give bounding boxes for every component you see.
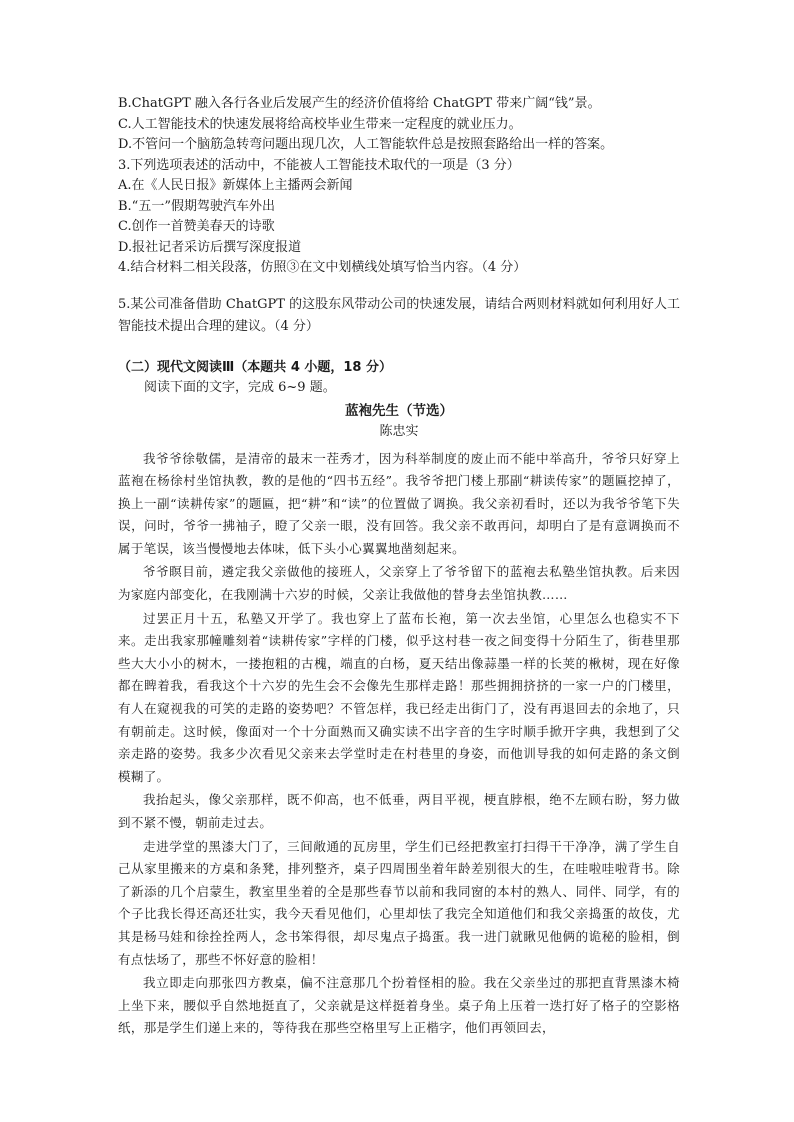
question-3-option-b: B.“五一”假期驾驶汽车外出 — [118, 198, 275, 214]
question-3-stem: 3.下列选项表述的活动中，不能被人工智能技术取代的一项是（3 分） — [118, 157, 520, 173]
article-paragraph-6: 我立即走向那张四方教桌，偏不注意那几个扮着怪相的脸。我在父亲坐过的那把直背黑漆木椅上坐下来，腰似乎自然地挺直了，父亲就是这样挺着身坐。桌子角上压着一迭打好了格子的空影格纸，那是学生们递上来的，等待我在那些空格里写上正楷字，他们再领回去， — [118, 975, 680, 1036]
article-paragraph-3: 过罢正月十五，私塾又开学了。我也穿上了蓝布长袍，第一次去坐馆，心里怎么也稳实不下来。走出我家那幢雕刻着“读耕传家”字样的门楼，似乎这村巷一夜之间变得十分陌生了，街巷里那些大大小小的树木，一搂抱粗的古槐，端直的白杨，夏天结出像蒜墨一样的长荚的楸树，现在好像都在睥着我，看我这个十六岁的先生会不会像先生那样走路！那些拥拥挤挤的一家一户的门楼里，有人在窥视我的可笑的走路的姿势吧？不管怎样，我已经走出街门了，没有再退回去的余地了，只有朝前走。这时候，像面对一个十分面熟而又确实读不出字音的生字时顺手掀开字典，我想到了父亲走路的姿势。我多少次看见父亲来去学堂时走在村巷里的身姿，而他训导我的如何走路的条文倒模糊了。 — [118, 610, 680, 784]
option-d-prev: D.不管问一个脑筋急转弯问题出现几次，人工智能软件总是按照套路给出一样的答案。 — [118, 137, 614, 152]
section-heading: （二）现代文阅读Ⅲ（本题共 4 小题，18 分） — [118, 359, 393, 375]
question-3-option-d: D.报社记者采访后撰写深度报道 — [118, 239, 302, 255]
article-paragraph-2: 爷爷瞑目前，遴定我父亲做他的接班人，父亲穿上了爷爷留下的蓝袍去私塾坐馆执教。后来因为家庭内部变化，在我刚满十六岁的时候，父亲让我做他的替身去坐馆执教…… — [118, 564, 680, 603]
article-paragraph-5: 走进学堂的黑漆大门了，三间敞通的瓦房里，学生们已经把教室打扫得干干净净，满了学生自己从家里搬来的方桌和条凳，排列整齐，桌子四周围坐着年龄差别很大的生，在哇啦哇啦背书。除了新添的几个启蒙生，教室里坐着的全是那些春节以前和我同窗的本村的熟人、同伴、同学，有的个子比我长得还高还壮实，我今天看见他们，心里却怯了我完全知道他们和我父亲捣蛋的故伎，尤其是杨马娃和徐拴拴两人，念书笨得很，却尽鬼点子捣蛋。我一进门就瞅见他俩的诡秘的脸相，倒有点怯场了，那些不怀好意的脸相！ — [118, 838, 680, 967]
article-paragraph-1: 我爷爷徐敬儒，是清帝的最末一茬秀才，因为科举制度的废止而不能中举高升，爷爷只好穿上蓝袍在杨徐村坐馆执教，教的是他的“四书五经”。我爷爷把门楼上那副“耕读传家”的题匾挖掉了，换上一副“读耕传家”的题匾，把“耕”和“读”的位置做了调换。我父亲初看时，还以为我爷爷笔下失误，问时，爷爷一拂袖子，瞪了父亲一眼，没有回答。我父亲不敢再问，却明白了是有意调换而不属于笔误，该当慢慢地去体味，低下头小心翼翼地凿刻起来。 — [118, 450, 680, 556]
article-paragraph-4: 我抬起头，像父亲那样，既不仰高，也不低垂，两目平视，梗直脖根，绝不左顾右盼，努力做到不紧不慢，朝前走过去。 — [118, 792, 680, 830]
document-page — [118, 94, 680, 1041]
article-title: 蓝袍先生（节选） — [345, 402, 453, 419]
question-5: 5.某公司准备借助 ChatGPT 的这股东风带动公司的快速发展，请结合两则材料就如何利用好人工智能技术提出合理的建议。（4 分） — [118, 296, 680, 334]
option-b-prev: B.ChatGPT 融入各行各业后发展产生的经济价值将给 ChatGPT 带来广阔“钱”景。 — [118, 96, 601, 111]
article-author: 陈忠实 — [379, 423, 419, 439]
question-4: 4.结合材料二相关段落，仿照③在文中划横线处填写恰当内容。（4 分） — [118, 260, 527, 275]
question-3-option-c: C.创作一首赞美春天的诗歌 — [118, 219, 275, 234]
option-c-prev: C.人工智能技术的快速发展将给高校毕业生带来一定程度的就业压力。 — [118, 116, 522, 132]
section-instruction: 阅读下面的文字，完成 6~9 题。 — [144, 379, 336, 395]
question-3-option-a: A.在《人民日报》新媒体上主播两会新闻 — [118, 178, 353, 193]
